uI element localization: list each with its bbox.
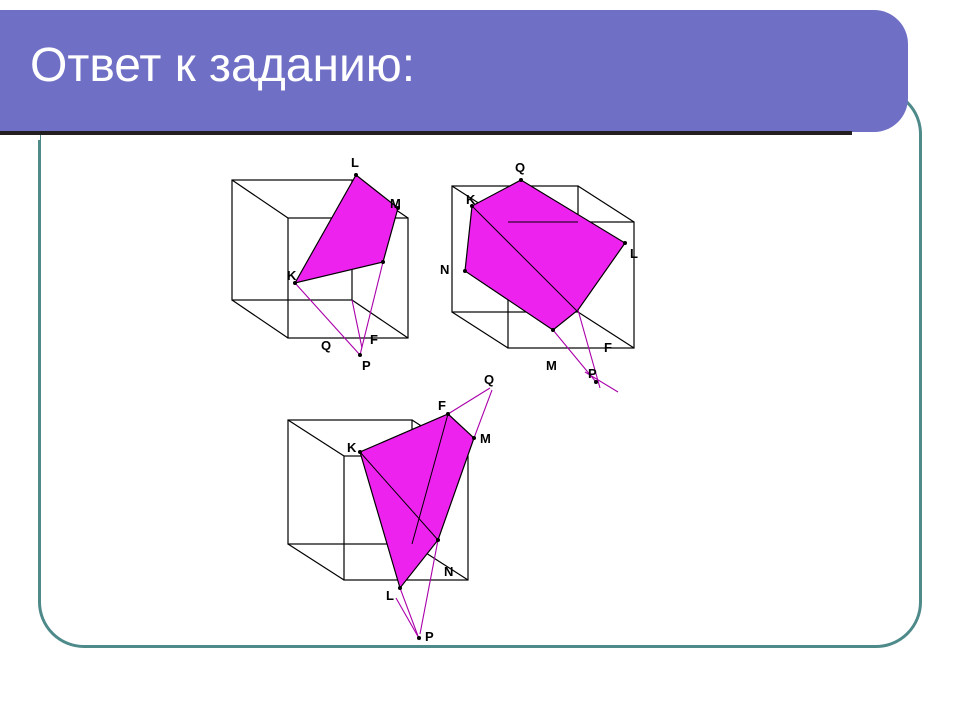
figure-3-label-F: F bbox=[438, 398, 446, 413]
figure-1-label-P: P bbox=[362, 358, 371, 373]
figure-2-section bbox=[465, 180, 625, 330]
figure-2-label-L: L bbox=[630, 246, 638, 261]
figure-1-label-M: M bbox=[390, 196, 401, 211]
figure-3-label-N: N bbox=[444, 564, 454, 579]
figure-1-label-L: L bbox=[351, 155, 359, 170]
figure-3-label-M: M bbox=[480, 431, 491, 446]
figure-2-label-N: N bbox=[440, 262, 450, 277]
figure-3-label-L: L bbox=[386, 588, 394, 603]
figure-3 bbox=[288, 372, 494, 644]
figure-2-label-Q: Q bbox=[515, 160, 526, 175]
figure-1-section bbox=[295, 175, 398, 283]
figure-2-label-M: M bbox=[546, 358, 557, 373]
figure-2 bbox=[440, 160, 638, 392]
figure-3-section bbox=[360, 414, 474, 588]
figure-1 bbox=[232, 155, 408, 373]
figure-2-label-K: K bbox=[466, 192, 476, 207]
figure-2-label-P: P bbox=[588, 366, 597, 381]
figure-2-label-F: F bbox=[604, 340, 612, 355]
figure-1-label-Q: Q bbox=[321, 338, 332, 353]
figure-3-label-K: K bbox=[347, 440, 357, 455]
figure-1-label-F: F bbox=[370, 332, 378, 347]
page-title: Ответ к заданию: bbox=[30, 39, 416, 92]
figure-1-label-K: K bbox=[287, 268, 297, 283]
figure-3-label-Q: Q bbox=[484, 372, 495, 387]
figure-3-label-P: P bbox=[425, 629, 434, 644]
